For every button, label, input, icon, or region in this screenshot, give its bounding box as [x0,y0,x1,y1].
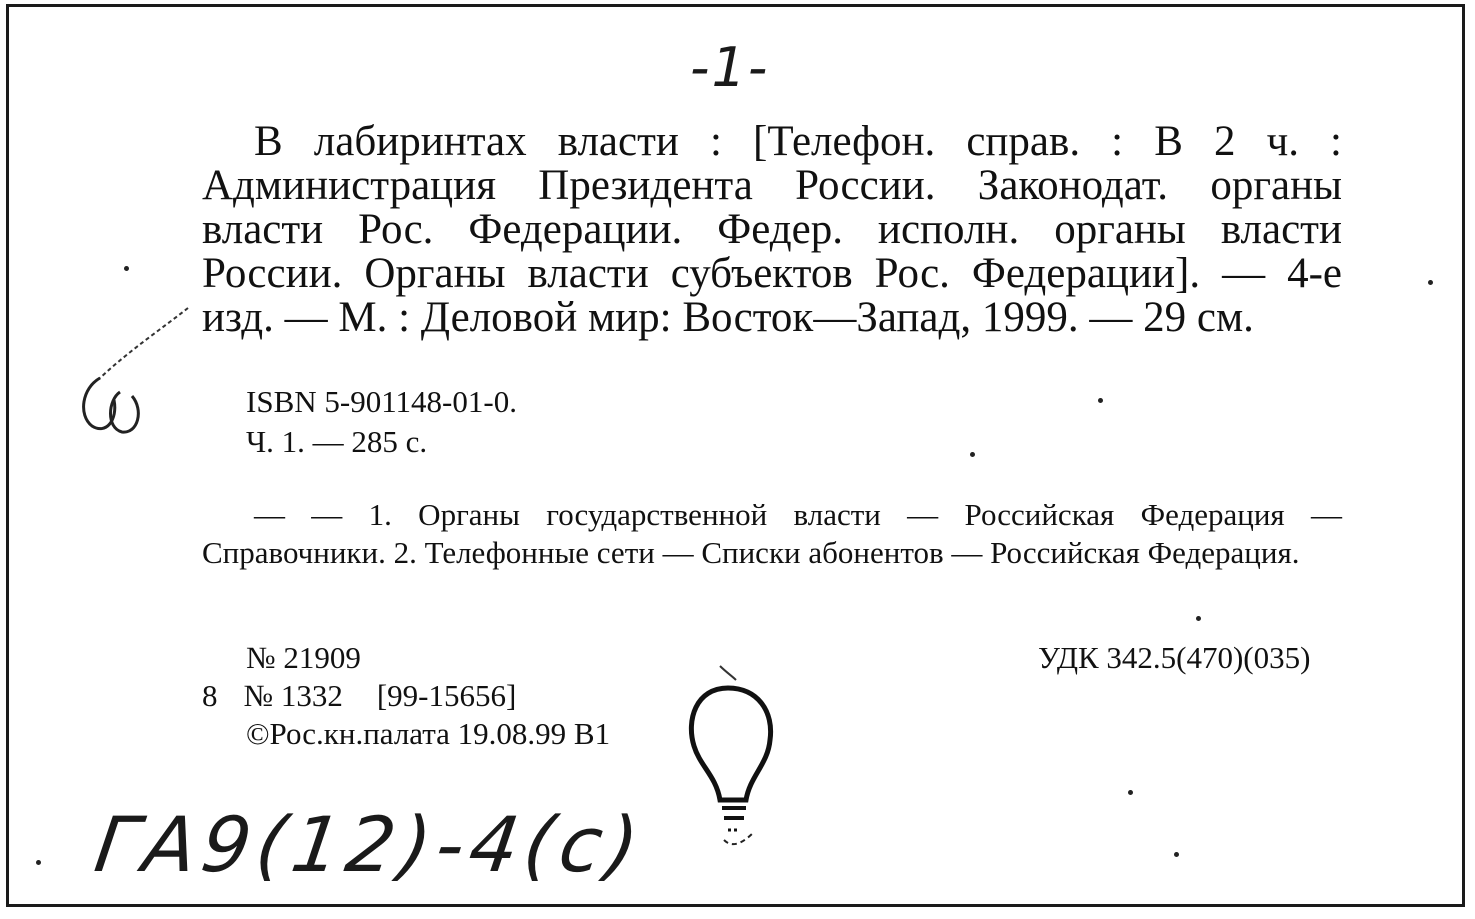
copies-count: 8 [202,678,218,713]
isbn-line: ISBN 5-901148-01-0. [246,384,517,419]
card-number: № 1332 [243,678,343,713]
registration-number: № 21909 [246,640,361,675]
subject-headings: — — 1. Органы государственной власти — Российская Федерация — Справочники. 2. Телефонные сети — Списки абонентов — Российская Федерация. [202,497,1342,570]
speck [36,860,41,865]
circled-stamp-mark [70,300,200,450]
part-pages-line: Ч. 1. — 285 с. [246,424,428,459]
speck [970,452,975,457]
speck [1428,280,1433,285]
speck [1098,398,1103,403]
chamber-code: [99-15656] [376,678,517,713]
speck [1196,616,1201,621]
copyright-line: ©Рос.кн.палата 19.08.99 В1 [246,716,611,751]
speck [1128,790,1133,795]
lightbulb-stamp-icon [676,660,786,860]
speck [124,266,129,271]
bibliographic-entry: В лабиринтах власти : [Телефон. справ. : В 2 ч. : Администрация Президента России. Законодат. органы власти Рос. Федерации. Федер. исполн. органы власти России. Органы власти субъектов Рос. Федерации]. — 4-е изд. — М. : Деловой мир: Восток—Запад, 1999. — 29 см. [202,118,1342,341]
handwritten-shelf-mark: ГА9(12)-4(с) [89,800,650,889]
udk-classification: УДК 342.5(470)(035) [1038,640,1311,675]
registration-line-2 [202,678,516,714]
handwritten-page-mark: -1- [690,36,770,99]
speck [1174,852,1179,857]
